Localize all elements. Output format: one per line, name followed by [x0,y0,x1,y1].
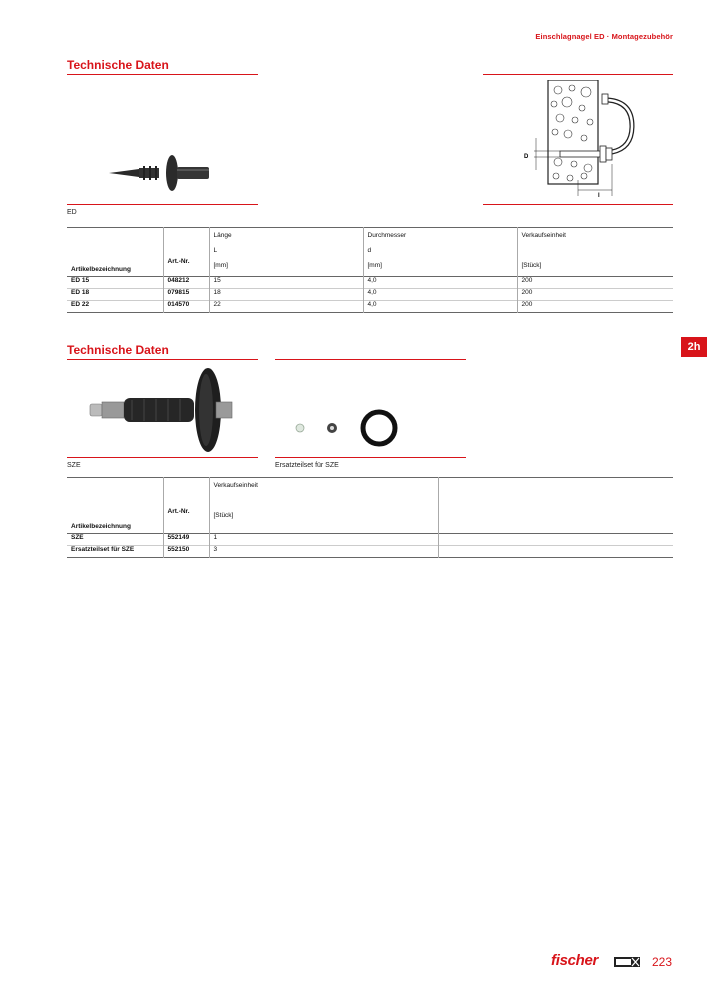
section1-title: Technische Daten [67,58,169,72]
page-number: 223 [652,955,673,969]
header-cell: Durchmesser d [mm] [363,228,517,277]
header-cell [438,478,673,534]
table-row: ED 22 014570 22 4,0 200 [67,301,673,313]
section2-caption-right: Ersatzteilset für SZE [275,462,339,469]
fischer-logo-badge-icon [614,957,640,967]
chapter-tab[interactable]: 2h [681,337,707,357]
header-cell: Art.-Nr. [163,228,209,277]
header-cell: Artikelbezeichnung [71,523,131,530]
section2-left-bottom-line [67,457,258,458]
section1-caption: ED [67,209,77,216]
diagram-top-line [483,74,673,75]
table-row: ED 18 079815 18 4,0 200 [67,289,673,301]
table-header-row [67,478,673,534]
header-cell: Verkaufseinheit [Stück] [517,228,673,277]
diagram-bottom-line [483,204,673,205]
section2-right-bottom-line [275,457,466,458]
fischer-logo: fischer [551,952,599,969]
ed-data-table [67,227,673,313]
spare-parts-image [290,400,410,450]
section2-right-top-line [275,359,466,360]
diagram-label-l: l [598,193,600,199]
header-cell: Artikelbezeichnung [71,266,131,273]
table-row: ED 15 048212 15 4,0 200 [67,277,673,289]
section2-title: Technische Daten [67,343,169,357]
header-cell: Länge L [mm] [209,228,363,277]
section1-title-underline [67,74,258,75]
section2-caption-left: SZE [67,462,81,469]
diagram-label-d: D [524,154,529,160]
header-cell: Art.-Nr. [163,478,209,534]
ed-mounting-diagram [520,80,640,200]
ed-nail-image [105,152,215,192]
table-header-row [67,228,673,277]
header-cell: Verkaufseinheit [Stück] [209,478,438,534]
sze-data-table [67,477,673,558]
header-title: Einschlagnagel ED · Montagezubehör [535,32,673,41]
section2-title-underline [67,359,258,360]
table-row: Ersatzteilset für SZE 552150 3 [67,546,673,558]
table-row: SZE 552149 1 [67,534,673,546]
sze-tool-image [88,364,248,454]
section1-image-underline [67,204,258,205]
